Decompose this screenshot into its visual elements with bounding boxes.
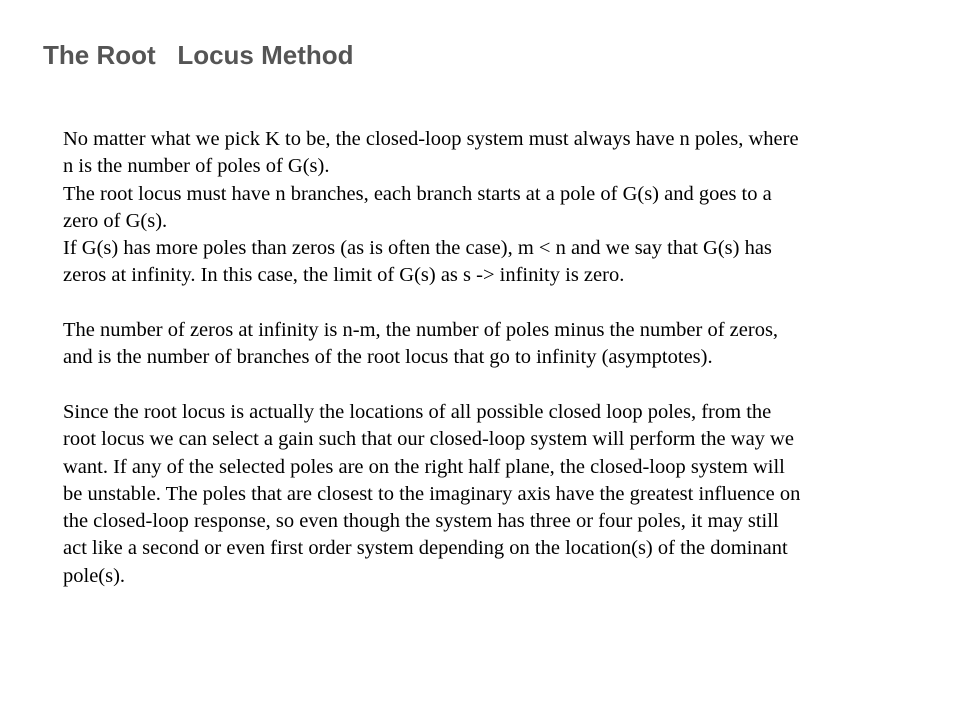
text-line: the closed-loop response, so even though the system has three or four poles, it may still [63, 510, 779, 533]
text-line: zero of G(s). [63, 209, 168, 232]
text-line: No matter what we pick K to be, the closed-loop system must always have n poles, where [63, 128, 799, 150]
paragraph-gain-selection [63, 399, 943, 590]
text-line: If G(s) has more poles than zeros (as is often the case), m < n and we say that G(s) has [63, 237, 772, 260]
slide-title: The Root Locus Method [43, 40, 354, 70]
paragraph-poles-branches [63, 126, 943, 290]
paragraph-zeros-at-infinity [63, 317, 943, 372]
text-line: be unstable. The poles that are closest to the imaginary axis have the greatest influence on [63, 482, 801, 505]
text-line: The number of zeros at infinity is n-m, the number of poles minus the number of zeros, [63, 319, 779, 342]
text-line: pole(s). [63, 564, 126, 587]
text-line: Since the root locus is actually the locations of all possible closed loop poles, from the [63, 400, 772, 423]
slide-body [63, 126, 943, 590]
text-line: root locus we can select a gain such that our closed-loop system will perform the way we [63, 428, 794, 451]
text-line: n is the number of poles of G(s). [63, 155, 330, 178]
text-line: act like a second or even first order system depending on the location(s) of the dominant [63, 537, 788, 560]
text-line: zeros at infinity. In this case, the limit of G(s) as s -> infinity is zero. [63, 264, 625, 287]
text-line: The root locus must have n branches, each branch starts at a pole of G(s) and goes to a [63, 182, 772, 205]
text-line: and is the number of branches of the root locus that go to infinity (asymptotes). [63, 346, 713, 369]
text-line: want. If any of the selected poles are on the right half plane, the closed-loop system will [63, 455, 785, 478]
